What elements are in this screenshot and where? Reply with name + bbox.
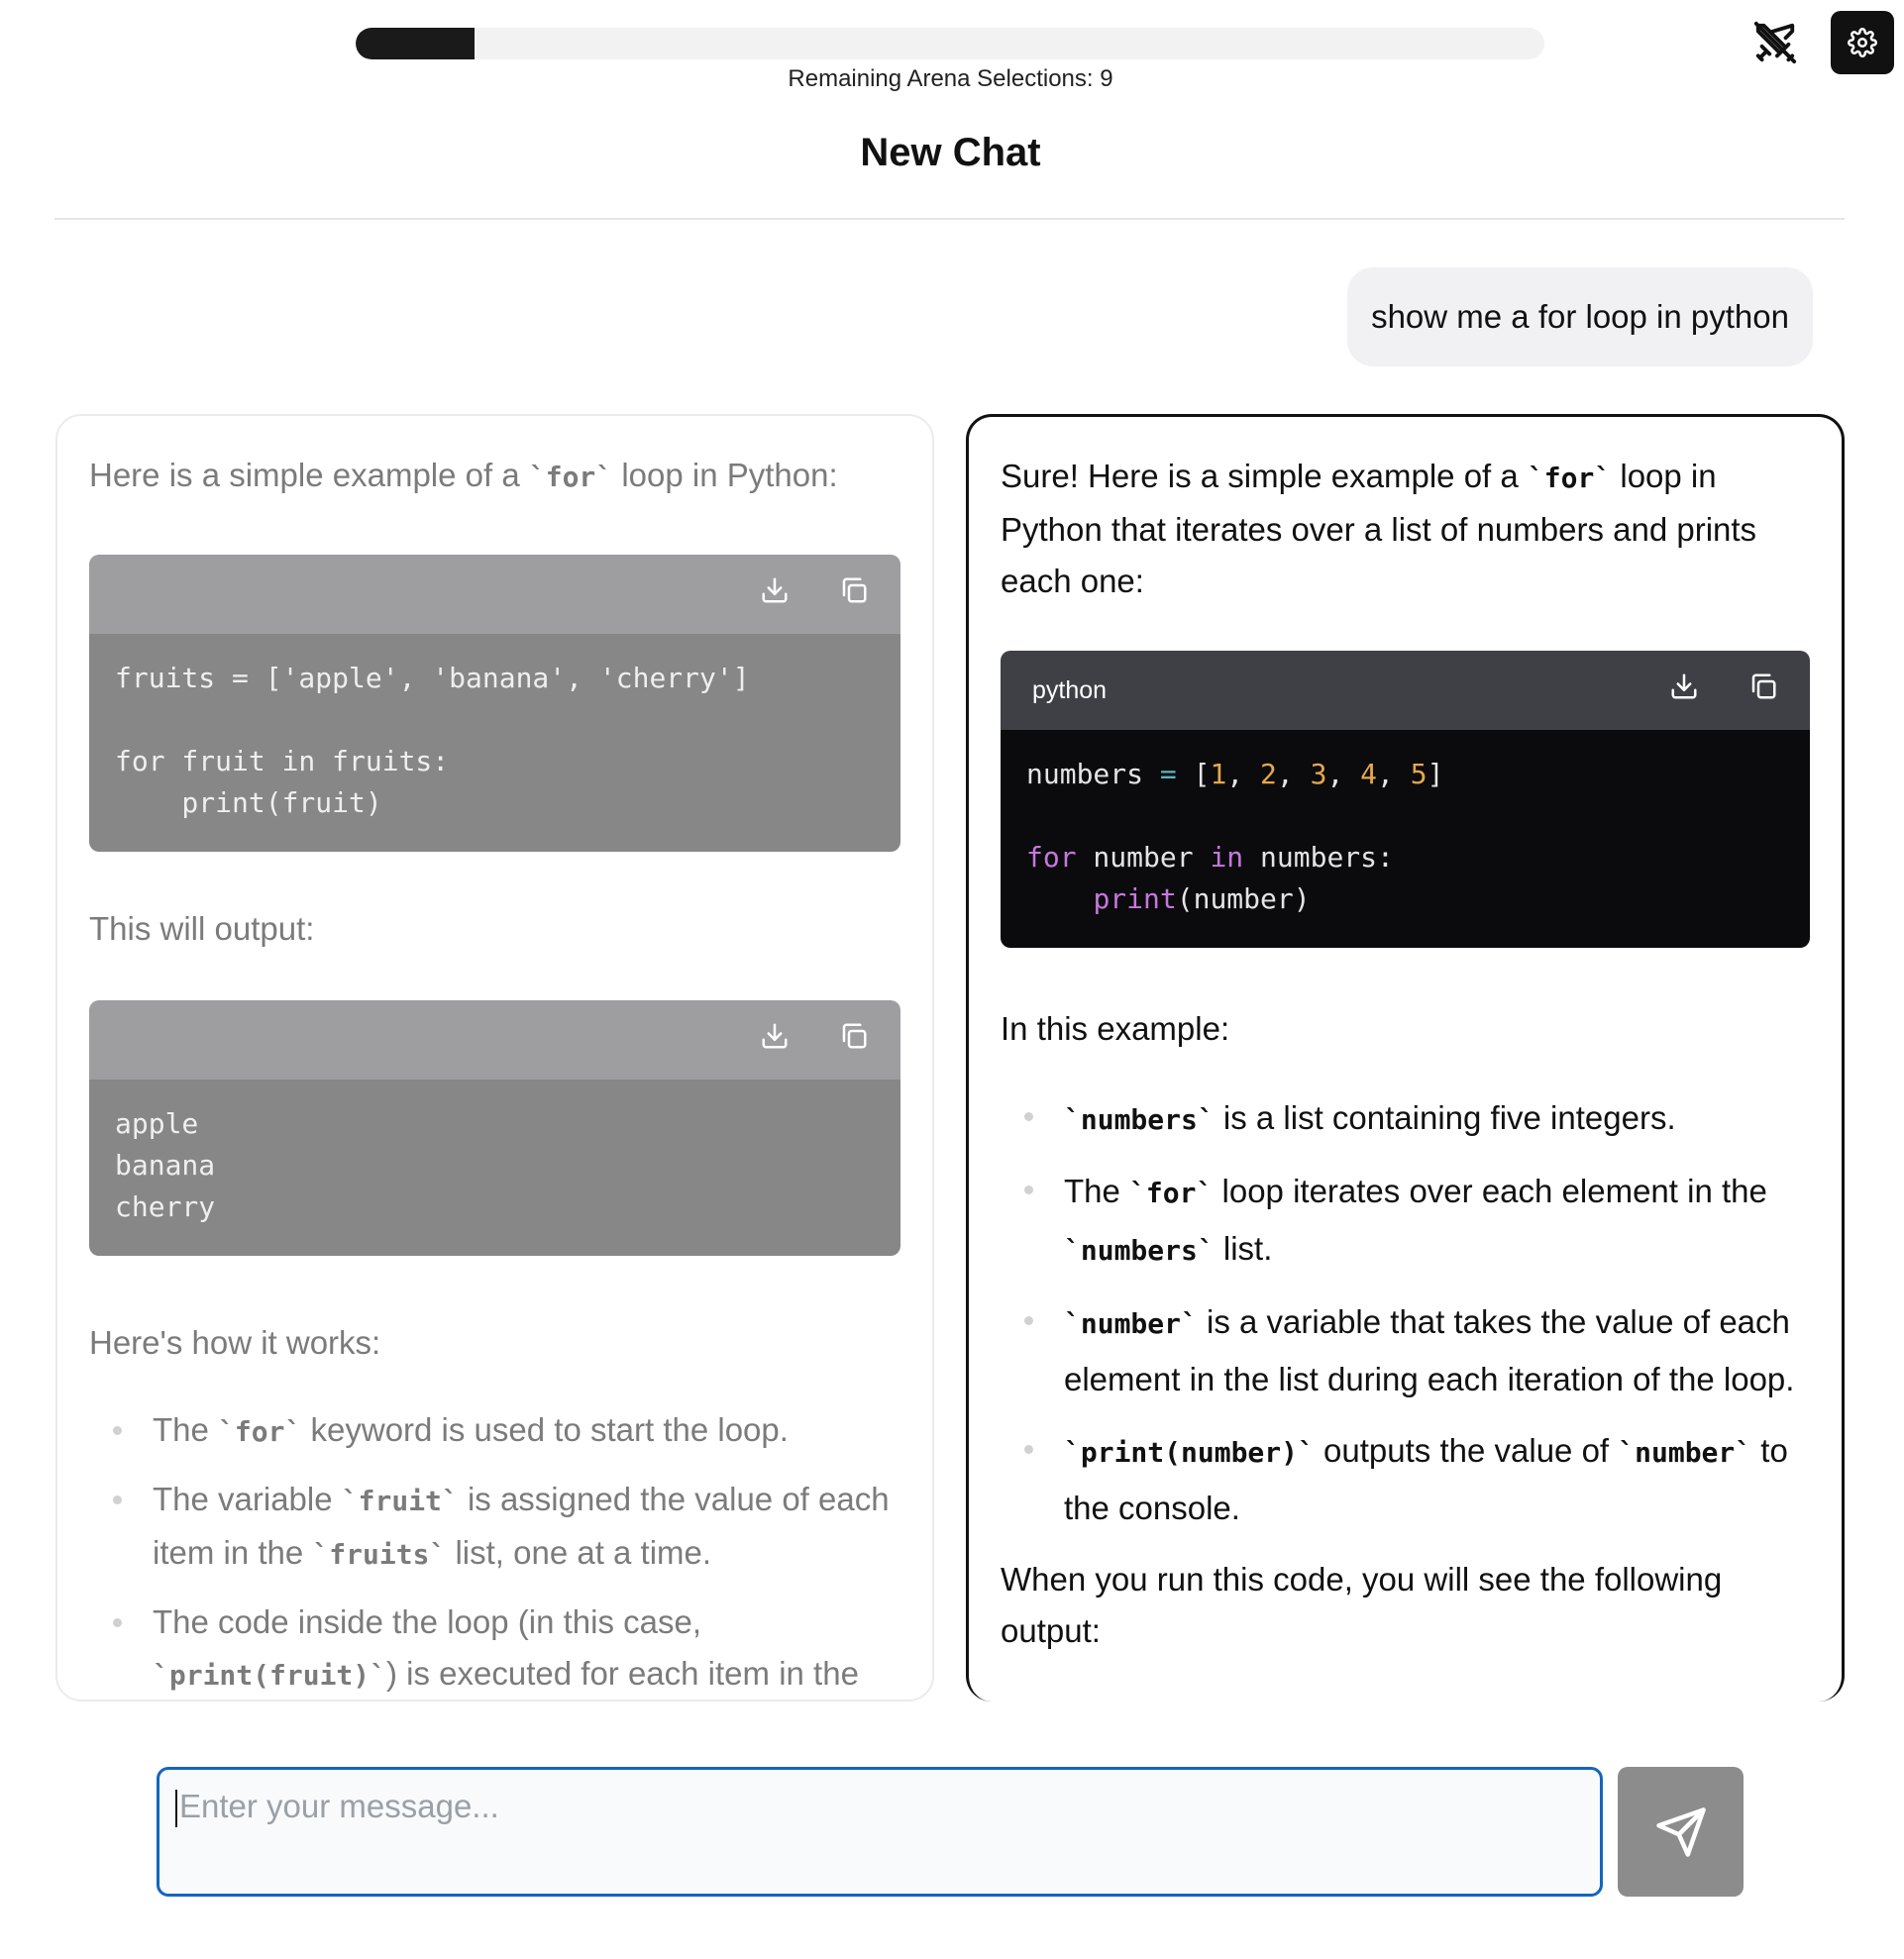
code-text-output: apple banana cherry xyxy=(89,1080,900,1256)
text-caret xyxy=(175,1790,177,1827)
gear-icon xyxy=(1848,28,1877,57)
code-language-label: python xyxy=(1032,676,1108,704)
user-message-bubble: show me a for loop in python xyxy=(1347,267,1813,366)
left-output-intro: This will output: xyxy=(89,910,315,947)
response-panel-right[interactable] xyxy=(966,414,1845,1701)
code-block-header xyxy=(1001,651,1810,730)
left-intro: Here is a simple example of a `for` loop in Python: xyxy=(89,457,838,493)
header-divider xyxy=(54,218,1845,220)
code-text-numbers: numbers = [1, 2, 3, 4, 5] for number in numbers: print(number) xyxy=(1001,730,1810,948)
code-block-fruits xyxy=(89,555,900,852)
code-block-numbers xyxy=(1001,651,1810,948)
code-block-output xyxy=(89,1000,900,1256)
settings-button[interactable] xyxy=(1831,11,1894,74)
response-panel-left[interactable] xyxy=(55,414,934,1701)
progress-fill xyxy=(356,28,475,59)
list-item: `numbers` is a list containing five integers. xyxy=(1001,1090,1810,1148)
arena-toggle-button[interactable] xyxy=(1744,11,1807,74)
list-item: The `for` loop iterates over each element in the `numbers` list. xyxy=(1001,1164,1810,1279)
page-title: New Chat xyxy=(860,131,1041,174)
message-input[interactable] xyxy=(157,1767,1603,1897)
left-how-intro: Here's how it works: xyxy=(89,1324,381,1361)
right-explanation-list xyxy=(1001,1090,1810,1536)
crossed-swords-off-icon xyxy=(1752,20,1798,65)
remaining-selections-label: Remaining Arena Selections: 9 xyxy=(788,65,1113,92)
download-icon[interactable] xyxy=(760,568,790,620)
right-run-text: When you run this code, you will see the following output: xyxy=(1001,1561,1723,1649)
top-right-toolbar xyxy=(1744,11,1894,74)
copy-icon[interactable] xyxy=(839,568,869,620)
right-intro: Sure! Here is a simple example of a `for` loop in Python that iterates over a list of numbers and prints each one: xyxy=(1001,458,1757,599)
copy-icon[interactable] xyxy=(839,1014,869,1066)
code-text-fruits: fruits = ['apple', 'banana', 'cherry'] for fruit in fruits: print(fruit) xyxy=(89,634,900,852)
selection-progress-bar xyxy=(356,28,1544,59)
code-block-header xyxy=(89,1000,900,1080)
right-example-intro: In this example: xyxy=(1001,1010,1230,1047)
copy-icon[interactable] xyxy=(1748,665,1778,716)
download-icon[interactable] xyxy=(1669,665,1699,716)
message-placeholder: Enter your message... xyxy=(179,1788,499,1824)
download-icon[interactable] xyxy=(760,1014,790,1066)
send-icon xyxy=(1654,1805,1708,1859)
code-block-header xyxy=(89,555,900,634)
list-item: The variable `fruit` is assigned the value of each item in the `fruits` list, one at a time. xyxy=(89,1474,900,1581)
list-item: The code inside the loop (in this case, `print(fruit)`) is executed for each item in the xyxy=(89,1597,900,1701)
list-item: The `for` keyword is used to start the loop. xyxy=(89,1404,900,1458)
list-item: `print(number)` outputs the value of `number` to the console. xyxy=(1001,1423,1810,1536)
list-item: `number` is a variable that takes the value of each element in the list during each iteration of the loop. xyxy=(1001,1294,1810,1407)
send-button[interactable] xyxy=(1618,1767,1744,1897)
left-explanation-list xyxy=(89,1404,900,1701)
